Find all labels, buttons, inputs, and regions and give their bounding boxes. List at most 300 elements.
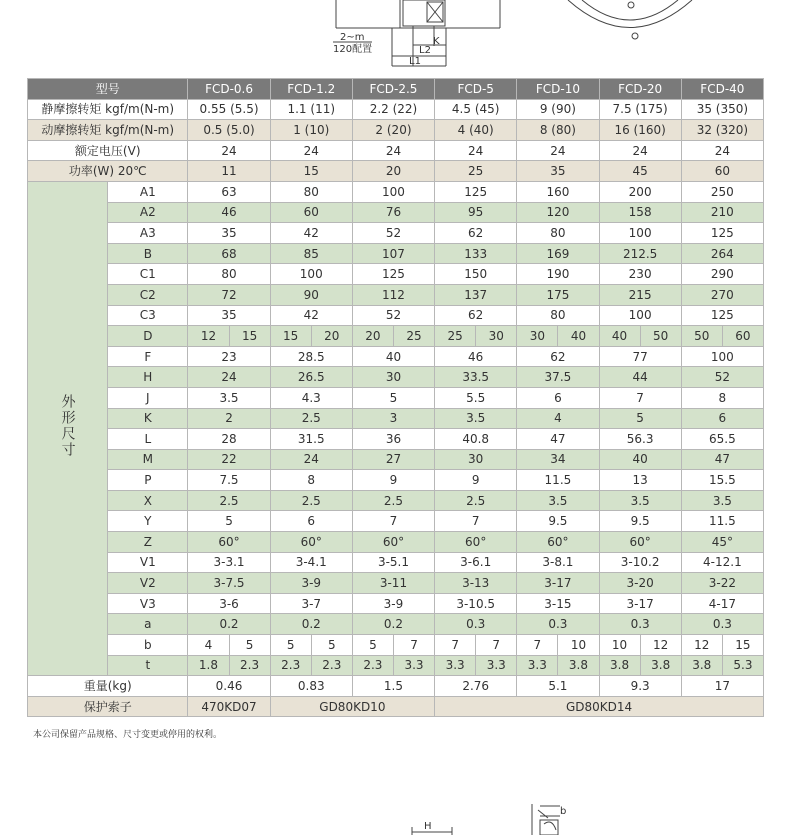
dimension-label: V3 (108, 593, 188, 614)
table-cell: 9.3 (599, 676, 681, 697)
table-cell: 7 (517, 635, 558, 656)
table-cell: 3.3 (393, 655, 434, 676)
table-cell: 36 (352, 429, 434, 450)
header-model-4: FCD-5 (435, 79, 517, 100)
table-row (28, 223, 764, 244)
table-row (28, 181, 764, 202)
specification-table (27, 78, 764, 717)
table-cell: 5 (352, 635, 393, 656)
table-cell: 1 (10) (270, 120, 352, 141)
table-cell: 3.3 (517, 655, 558, 676)
table-row (28, 99, 764, 120)
table-cell: 10 (599, 635, 640, 656)
table-cell: 0.3 (599, 614, 681, 635)
table-cell: 3-8.1 (517, 552, 599, 573)
table-cell: 11.5 (517, 470, 599, 491)
table-cell: 3-10.5 (435, 593, 517, 614)
table-row (28, 676, 764, 697)
table-row (28, 202, 764, 223)
dimension-label: H (108, 367, 188, 388)
table-cell: 15.5 (681, 470, 763, 491)
table-row (28, 284, 764, 305)
table-cell: 76 (352, 202, 434, 223)
table-cell: 3.5 (517, 490, 599, 511)
table-cell: 45° (681, 532, 763, 553)
table-cell: 2.5 (270, 408, 352, 429)
table-cell: 80 (517, 305, 599, 326)
table-cell: 3-7.5 (188, 573, 270, 594)
table-cell: 7 (435, 635, 476, 656)
table-cell: 250 (681, 181, 763, 202)
table-cell: 4 (40) (435, 120, 517, 141)
header-model-3: FCD-2.5 (352, 79, 434, 100)
table-cell: 35 (188, 223, 270, 244)
dimension-label: A3 (108, 223, 188, 244)
table-cell: 52 (352, 305, 434, 326)
table-cell: 85 (270, 243, 352, 264)
table-cell: 2.5 (435, 490, 517, 511)
table-cell: 7 (352, 511, 434, 532)
header-model-5: FCD-10 (517, 79, 599, 100)
table-cell: 3-15 (517, 593, 599, 614)
table-cell: 72 (188, 284, 270, 305)
table-cell: 2 (20) (352, 120, 434, 141)
table-cell: 68 (188, 243, 270, 264)
table-cell: 16 (160) (599, 120, 681, 141)
dimension-label: C2 (108, 284, 188, 305)
table-cell: 120 (517, 202, 599, 223)
table-cell: 31.5 (270, 429, 352, 450)
table-cell: 5 (270, 635, 311, 656)
table-cell: 215 (599, 284, 681, 305)
table-cell: 52 (681, 367, 763, 388)
table-cell: 6 (681, 408, 763, 429)
table-cell: 3-4.1 (270, 552, 352, 573)
table-cell: 56.3 (599, 429, 681, 450)
table-row (28, 552, 764, 573)
table-cell: 40 (599, 449, 681, 470)
table-cell: 6 (517, 387, 599, 408)
table-cell: GD80KD10 (270, 696, 434, 717)
table-cell: 24 (188, 367, 270, 388)
clearance-label: 2~m (340, 32, 365, 43)
table-row (28, 367, 764, 388)
table-cell: 8 (80) (517, 120, 599, 141)
table-cell: 4-12.1 (681, 552, 763, 573)
table-cell: 2.5 (188, 490, 270, 511)
table-cell: 3.8 (681, 655, 722, 676)
table-row (28, 120, 764, 141)
dimension-label: X (108, 490, 188, 511)
table-cell: 100 (599, 305, 681, 326)
table-cell: 30 (517, 326, 558, 347)
dimension-label: F (108, 346, 188, 367)
dimension-label: Z (108, 532, 188, 553)
dimension-h-label: H (424, 821, 432, 832)
table-cell: 175 (517, 284, 599, 305)
table-cell: 3-6.1 (435, 552, 517, 573)
table-cell: 9.5 (599, 511, 681, 532)
table-cell: 5 (188, 511, 270, 532)
table-cell: 169 (517, 243, 599, 264)
table-cell: 1.8 (188, 655, 229, 676)
table-cell: 65.5 (681, 429, 763, 450)
table-cell: 3.3 (476, 655, 517, 676)
dimension-label: V2 (108, 573, 188, 594)
table-cell: 46 (435, 346, 517, 367)
table-cell: 133 (435, 243, 517, 264)
table-cell: 7 (393, 635, 434, 656)
table-cell: 4.5 (45) (435, 99, 517, 120)
table-cell: 9 (352, 470, 434, 491)
table-cell: 24 (681, 140, 763, 161)
table-cell: 42 (270, 305, 352, 326)
table-cell: 63 (188, 181, 270, 202)
table-cell: 125 (352, 264, 434, 285)
table-cell: 270 (681, 284, 763, 305)
table-cell: 5 (352, 387, 434, 408)
table-cell: 24 (188, 140, 270, 161)
table-cell: 3-17 (517, 573, 599, 594)
table-cell: 80 (188, 264, 270, 285)
table-cell: 0.83 (270, 676, 352, 697)
table-cell: 4 (517, 408, 599, 429)
table-cell: 62 (435, 305, 517, 326)
table-cell: 34 (517, 449, 599, 470)
table-cell: 12 (188, 326, 229, 347)
header-model-2: FCD-1.2 (270, 79, 352, 100)
table-cell: 60 (270, 202, 352, 223)
table-cell: 4 (188, 635, 229, 656)
table-row (28, 326, 764, 347)
table-row (28, 655, 764, 676)
table-cell: 3-7 (270, 593, 352, 614)
table-cell: 264 (681, 243, 763, 264)
table-cell: 60° (270, 532, 352, 553)
table-cell: 125 (681, 223, 763, 244)
table-cell: 11.5 (681, 511, 763, 532)
table-cell: 0.3 (517, 614, 599, 635)
row-label: 功率(W) 20℃ (28, 161, 188, 182)
table-cell: 3.8 (558, 655, 599, 676)
header-model-1: FCD-0.6 (188, 79, 270, 100)
table-cell: 5.3 (722, 655, 763, 676)
table-cell: 2.3 (311, 655, 352, 676)
dimension-l2-label: L2 (419, 45, 431, 56)
row-label: 重量(kg) (28, 676, 188, 697)
table-row (28, 305, 764, 326)
table-cell: 17 (681, 676, 763, 697)
table-cell: 150 (435, 264, 517, 285)
dimension-label: a (108, 614, 188, 635)
table-cell: 112 (352, 284, 434, 305)
table-cell: 3-13 (435, 573, 517, 594)
header-model-6: FCD-20 (599, 79, 681, 100)
table-cell: 35 (350) (681, 99, 763, 120)
table-cell: 290 (681, 264, 763, 285)
table-cell: 80 (517, 223, 599, 244)
table-cell: 7 (599, 387, 681, 408)
table-cell: 190 (517, 264, 599, 285)
table-cell: 2.76 (435, 676, 517, 697)
fit-label: 120配置 (333, 44, 373, 55)
table-cell: 107 (352, 243, 434, 264)
table-cell: 12 (640, 635, 681, 656)
table-cell: 0.2 (270, 614, 352, 635)
table-cell: 5.1 (517, 676, 599, 697)
row-label: 保护索子 (28, 696, 188, 717)
table-cell: 2 (188, 408, 270, 429)
row-label: 静摩擦转矩 kgf/m(N-m) (28, 99, 188, 120)
dimension-label: J (108, 387, 188, 408)
table-cell: 20 (311, 326, 352, 347)
table-cell: 7 (476, 635, 517, 656)
table-cell: 5 (599, 408, 681, 429)
table-cell: 1.5 (352, 676, 434, 697)
dimension-label: L (108, 429, 188, 450)
disclaimer-note: 本公司保留产品规格、尺寸变更或停用的权利。 (33, 730, 223, 740)
dimension-label: D (108, 326, 188, 347)
technical-drawing-bottom (0, 790, 790, 835)
table-cell: 100 (352, 181, 434, 202)
table-cell: 30 (435, 449, 517, 470)
table-cell: 15 (270, 161, 352, 182)
table-cell: 60° (435, 532, 517, 553)
table-cell: 25 (435, 326, 476, 347)
header-model-label: 型号 (28, 79, 188, 100)
table-cell: 0.2 (352, 614, 434, 635)
table-cell: 60 (681, 161, 763, 182)
table-cell: 24 (270, 449, 352, 470)
row-label: 动摩擦转矩 kgf/m(N-m) (28, 120, 188, 141)
table-cell: 27 (352, 449, 434, 470)
table-cell: 24 (517, 140, 599, 161)
table-cell: 60° (517, 532, 599, 553)
table-cell: 0.2 (188, 614, 270, 635)
table-cell: 47 (517, 429, 599, 450)
table-cell: 125 (681, 305, 763, 326)
table-cell: 100 (599, 223, 681, 244)
table-cell: 4-17 (681, 593, 763, 614)
table-cell: 3.8 (599, 655, 640, 676)
table-cell: 0.46 (188, 676, 270, 697)
table-row (28, 490, 764, 511)
table-cell: 3-17 (599, 593, 681, 614)
table-cell: 5.5 (435, 387, 517, 408)
table-cell: 60 (722, 326, 763, 347)
table-row (28, 593, 764, 614)
table-cell: 52 (352, 223, 434, 244)
table-cell: 3-9 (352, 593, 434, 614)
table-cell: 46 (188, 202, 270, 223)
dimension-label: M (108, 449, 188, 470)
table-row (28, 346, 764, 367)
table-row (28, 532, 764, 553)
table-cell: 22 (188, 449, 270, 470)
table-cell: 100 (681, 346, 763, 367)
table-cell: 30 (352, 367, 434, 388)
table-cell: 25 (435, 161, 517, 182)
table-row (28, 449, 764, 470)
table-cell: 3.8 (640, 655, 681, 676)
table-cell: 1.1 (11) (270, 99, 352, 120)
dimension-label: Y (108, 511, 188, 532)
dimension-l1-label: L1 (409, 56, 421, 67)
table-cell: 24 (352, 140, 434, 161)
table-cell: 47 (681, 449, 763, 470)
table-cell: 15 (722, 635, 763, 656)
table-cell: 3-6 (188, 593, 270, 614)
table-cell: 4.3 (270, 387, 352, 408)
table-cell: 40 (558, 326, 599, 347)
table-cell: 9 (90) (517, 99, 599, 120)
table-cell: 470KD07 (188, 696, 270, 717)
table-row (28, 243, 764, 264)
table-cell: 35 (188, 305, 270, 326)
dimension-label: C1 (108, 264, 188, 285)
table-cell: 24 (270, 140, 352, 161)
header-model-7: FCD-40 (681, 79, 763, 100)
table-row (28, 511, 764, 532)
section-cell (28, 181, 108, 675)
table-cell: 7 (435, 511, 517, 532)
table-cell: 90 (270, 284, 352, 305)
table-cell: 0.5 (5.0) (188, 120, 270, 141)
table-cell: 3-5.1 (352, 552, 434, 573)
table-cell: 210 (681, 202, 763, 223)
table-cell: 32 (320) (681, 120, 763, 141)
table-cell: 8 (270, 470, 352, 491)
table-cell: 3-20 (599, 573, 681, 594)
table-cell: 26.5 (270, 367, 352, 388)
table-cell: 3 (352, 408, 434, 429)
dimension-label: P (108, 470, 188, 491)
table-cell: 0.55 (5.5) (188, 99, 270, 120)
table-cell: 2.5 (352, 490, 434, 511)
dimension-b-label: b (560, 806, 567, 817)
table-cell: 95 (435, 202, 517, 223)
table-cell: 3-10.2 (599, 552, 681, 573)
dimension-label: t (108, 655, 188, 676)
table-row (28, 696, 764, 717)
table-row (28, 79, 764, 100)
table-cell: 5 (229, 635, 270, 656)
table-cell: 62 (517, 346, 599, 367)
table-cell: 137 (435, 284, 517, 305)
table-cell: 15 (270, 326, 311, 347)
table-cell: 8 (681, 387, 763, 408)
table-cell: 23 (188, 346, 270, 367)
table-cell: 40 (352, 346, 434, 367)
table-cell: 50 (681, 326, 722, 347)
table-row (28, 573, 764, 594)
table-row (28, 470, 764, 491)
table-cell: 0.3 (435, 614, 517, 635)
table-cell: 35 (517, 161, 599, 182)
dimension-label: B (108, 243, 188, 264)
table-cell: 3.3 (435, 655, 476, 676)
table-cell: 11 (188, 161, 270, 182)
table-cell: 13 (599, 470, 681, 491)
table-cell: 77 (599, 346, 681, 367)
table-cell: 3-22 (681, 573, 763, 594)
table-cell: 100 (270, 264, 352, 285)
table-cell: 3.5 (681, 490, 763, 511)
table-cell: 3-9 (270, 573, 352, 594)
table-cell: 12 (681, 635, 722, 656)
dimension-label: V1 (108, 552, 188, 573)
table-row (28, 140, 764, 161)
table-cell: 125 (435, 181, 517, 202)
table-cell: 2.3 (229, 655, 270, 676)
table-cell: GD80KD14 (435, 696, 764, 717)
table-cell: 3-11 (352, 573, 434, 594)
table-cell: 24 (599, 140, 681, 161)
table-row (28, 429, 764, 450)
table-cell: 6 (270, 511, 352, 532)
table-row (28, 635, 764, 656)
table-cell: 37.5 (517, 367, 599, 388)
table-cell: 44 (599, 367, 681, 388)
table-cell: 30 (476, 326, 517, 347)
row-label: 额定电压(V) (28, 140, 188, 161)
table-cell: 7.5 (188, 470, 270, 491)
table-row (28, 161, 764, 182)
table-cell: 7.5 (175) (599, 99, 681, 120)
dimension-label: C3 (108, 305, 188, 326)
table-cell: 3.5 (188, 387, 270, 408)
table-cell: 200 (599, 181, 681, 202)
dimension-k-label: K (433, 36, 440, 47)
table-cell: 0.3 (681, 614, 763, 635)
table-row (28, 264, 764, 285)
table-cell: 2.3 (270, 655, 311, 676)
table-cell: 28.5 (270, 346, 352, 367)
table-cell: 158 (599, 202, 681, 223)
table-cell: 60° (599, 532, 681, 553)
table-cell: 15 (229, 326, 270, 347)
table-row (28, 614, 764, 635)
table-cell: 24 (435, 140, 517, 161)
table-cell: 60° (188, 532, 270, 553)
table-cell: 3.5 (599, 490, 681, 511)
section-label: 外形尺寸 (59, 394, 76, 459)
table-cell: 10 (558, 635, 599, 656)
table-cell: 3-3.1 (188, 552, 270, 573)
table-cell: 212.5 (599, 243, 681, 264)
table-cell: 40 (599, 326, 640, 347)
table-row (28, 408, 764, 429)
table-cell: 230 (599, 264, 681, 285)
table-cell: 5 (311, 635, 352, 656)
dimension-label: A2 (108, 202, 188, 223)
table-cell: 33.5 (435, 367, 517, 388)
table-cell: 160 (517, 181, 599, 202)
table-cell: 40.8 (435, 429, 517, 450)
table-cell: 9.5 (517, 511, 599, 532)
table-cell: 62 (435, 223, 517, 244)
table-cell: 20 (352, 161, 434, 182)
table-cell: 2.5 (270, 490, 352, 511)
dimension-label: A1 (108, 181, 188, 202)
table-cell: 3.5 (435, 408, 517, 429)
table-cell: 9 (435, 470, 517, 491)
table-row (28, 387, 764, 408)
table-cell: 45 (599, 161, 681, 182)
table-cell: 25 (393, 326, 434, 347)
dimension-label: K (108, 408, 188, 429)
dimension-label: b (108, 635, 188, 656)
